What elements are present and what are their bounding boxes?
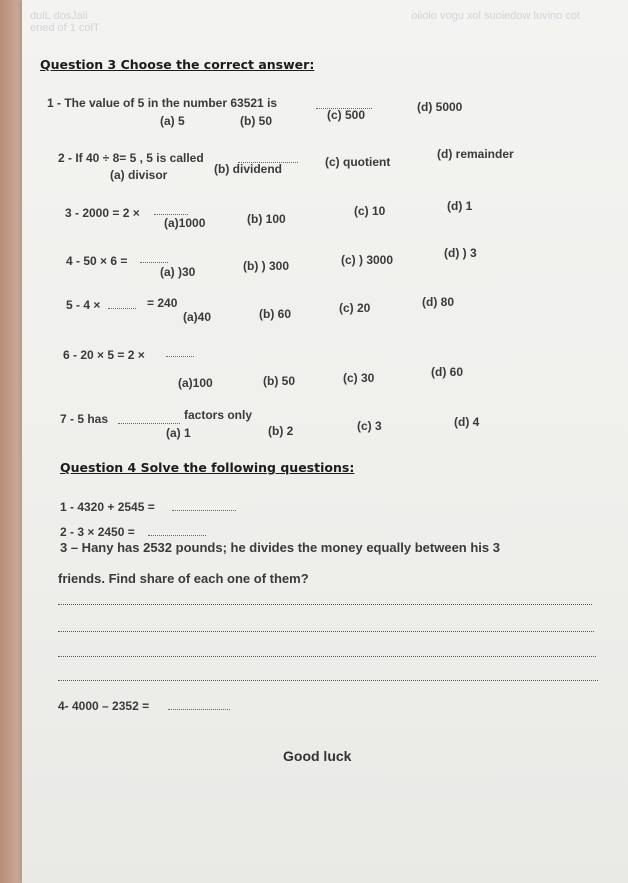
q3-item4-stem: 4 - 50 × 6 = <box>66 254 128 268</box>
q3-item3-option-c: (c) 10 <box>354 204 386 218</box>
q3-item5-option-d: (d) 80 <box>422 295 455 309</box>
q3-item5-stem-part1: 5 - 4 × <box>66 298 101 312</box>
q3-item1-stem: 1 - The value of 5 in the number 63521 is <box>47 96 278 110</box>
q3-item6-option-c: (c) 30 <box>343 371 375 385</box>
q3-item4-option-c: (c) ) 3000 <box>341 253 394 267</box>
q3-item2-stem: 2 - If 40 ÷ 8= 5 , 5 is called <box>58 151 204 165</box>
answer-line-3 <box>58 656 596 657</box>
q4-item4: 4- 4000 – 2352 = <box>58 699 150 713</box>
q3-item4-option-a: (a) )30 <box>160 265 196 279</box>
q3-item6-option-d: (d) 60 <box>431 365 464 379</box>
q3-item5-blank <box>108 308 136 309</box>
q3-item6-option-b: (b) 50 <box>263 374 296 388</box>
question-4-title: Question 4 Solve the following questions: <box>60 460 355 475</box>
question-3-title: Question 3 Choose the correct answer: <box>40 57 315 72</box>
q3-item7-option-d: (d) 4 <box>454 415 480 429</box>
q3-item7-option-c: (c) 3 <box>357 419 382 433</box>
q3-item2-option-d: (d) remainder <box>437 147 514 161</box>
bleed-through-text <box>30 10 590 50</box>
good-luck-text: Good luck <box>283 748 352 764</box>
q3-item7-option-a: (a) 1 <box>166 426 191 440</box>
q3-item1-option-a: (a) 5 <box>160 114 185 128</box>
q3-item4-option-b: (b) ) 300 <box>243 259 290 273</box>
q3-item4-blank <box>140 262 168 263</box>
q4-item4-blank <box>168 709 230 710</box>
q3-item7-option-b: (b) 2 <box>268 424 294 438</box>
q3-item2-option-a: (a) divisor <box>110 168 168 182</box>
q4-item1-blank <box>172 510 236 511</box>
q3-item6-stem: 6 - 20 × 5 = 2 × <box>63 348 145 362</box>
q4-item3-line2: friends. Find share of each one of them? <box>58 571 309 586</box>
q4-item2: 2 - 3 × 2450 = <box>60 525 135 539</box>
q3-item5-stem-part2: = 240 <box>147 296 178 310</box>
q4-item2-blank <box>148 535 206 536</box>
q4-item3-line1: 3 – Hany has 2532 pounds; he divides the money equally between his 3 <box>60 540 500 555</box>
q3-item5-option-b: (b) 60 <box>259 307 292 321</box>
q3-item3-stem: 3 - 2000 = 2 × <box>65 206 140 220</box>
answer-line-4 <box>58 680 598 681</box>
q3-item7-blank <box>118 423 180 424</box>
q3-item5-option-c: (c) 20 <box>339 301 371 315</box>
bleed-line-2: ened of 1 colT <box>30 22 100 34</box>
q3-item1-option-b: (b) 50 <box>240 114 273 128</box>
q3-item3-blank <box>154 214 188 215</box>
answer-line-2 <box>58 631 594 632</box>
bleed-line-1: dulL dosJali <box>30 10 88 22</box>
q3-item2-option-b: (b) dividend <box>214 162 282 176</box>
q3-item7-stem-part2: factors only <box>184 408 253 422</box>
q3-item3-option-a: (a)1000 <box>164 216 206 230</box>
q3-item2-option-c: (c) quotient <box>325 155 391 169</box>
q3-item4-option-d: (d) ) 3 <box>444 246 477 260</box>
bleed-right: oiiolo vogu xol suoiedow luvino cot <box>411 10 580 22</box>
q3-item5-option-a: (a)40 <box>183 310 212 324</box>
q3-item1-option-d: (d) 5000 <box>417 100 463 114</box>
bleed-left <box>30 10 100 34</box>
q3-item6-blank <box>166 356 194 357</box>
q3-item1-option-c: (c) 500 <box>327 108 366 122</box>
answer-line-1 <box>58 604 592 605</box>
q3-item7-stem-part1: 7 - 5 has <box>60 412 109 426</box>
q3-item3-option-d: (d) 1 <box>447 199 473 213</box>
q3-item3-option-b: (b) 100 <box>247 212 286 226</box>
q3-item6-option-a: (a)100 <box>178 376 213 390</box>
q4-item1: 1 - 4320 + 2545 = <box>60 500 155 514</box>
